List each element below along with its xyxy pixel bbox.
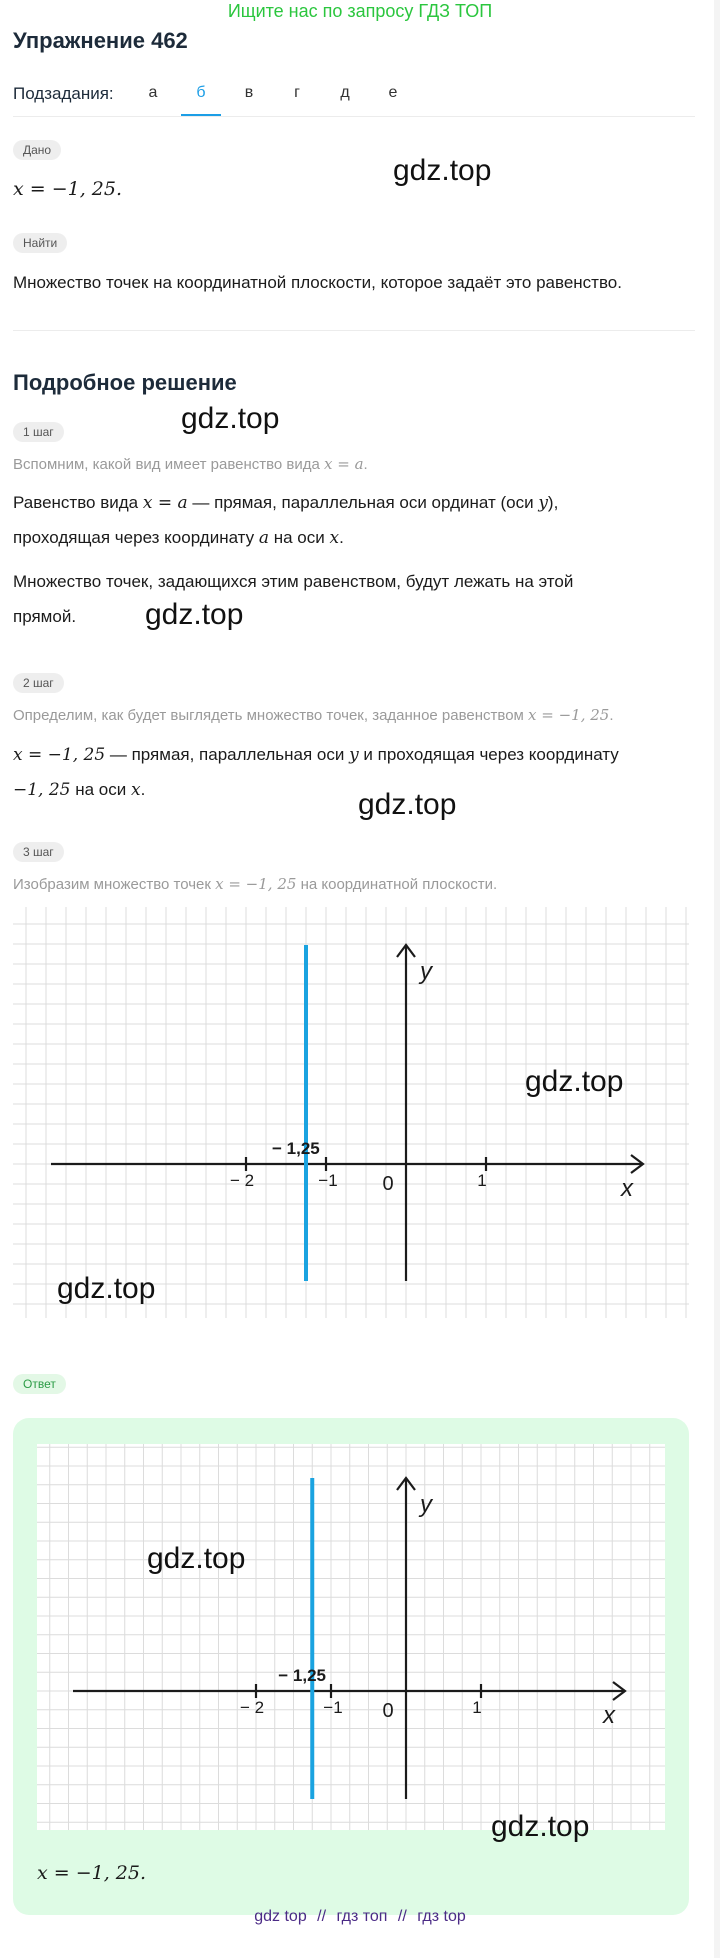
y-axis-label: y	[420, 958, 432, 985]
answer-graph	[37, 1444, 665, 1830]
find-badge: Найти	[13, 233, 67, 253]
watermark: gdz.top	[147, 1542, 246, 1575]
step2-badge: 2 шаг	[13, 673, 64, 693]
step3-badge: 3 шаг	[13, 842, 64, 862]
given-formula: x = −1, 25.	[13, 178, 123, 200]
grid-lines	[37, 1444, 665, 1830]
solution-title: Подробное решение	[13, 370, 237, 395]
answer-formula: x = −1, 25.	[37, 1862, 147, 1884]
tab-subtask-v[interactable]: в	[244, 84, 254, 101]
watermark: gdz.top	[491, 1810, 590, 1843]
step2-hint: Определим, как будет выглядеть множество точек, заданное равенством x = −1, 25.	[13, 706, 614, 724]
footer-separator: //	[317, 1908, 327, 1925]
watermark: gdz.top	[393, 154, 492, 187]
answer-badge: Ответ	[13, 1374, 66, 1394]
tab-subtask-d[interactable]: д	[340, 84, 350, 101]
step1-badge: 1 шаг	[13, 422, 64, 442]
y-axis-label: y	[420, 1491, 432, 1518]
watermark: gdz.top	[181, 402, 280, 435]
footer-links	[0, 1908, 720, 1926]
x-axis-label: x	[603, 1702, 615, 1729]
step2-line2: −1, 25 на оси x.	[13, 780, 146, 800]
tick-label: 1	[472, 1698, 482, 1717]
origin-label: 0	[382, 1173, 394, 1195]
given-badge: Дано	[13, 140, 61, 160]
tab-subtask-e[interactable]: е	[388, 84, 398, 101]
watermark: gdz.top	[57, 1272, 156, 1305]
footer-separator: //	[397, 1908, 407, 1925]
step1-line2: проходящая через координату a на оси x.	[13, 528, 344, 548]
tab-subtask-a[interactable]: а	[148, 84, 158, 101]
answer-card	[13, 1418, 689, 1915]
tab-subtask-b[interactable]: б	[181, 84, 221, 116]
watermark: gdz.top	[525, 1065, 624, 1098]
line-value-label: − 1,25	[278, 1666, 326, 1685]
tick-label: − 2	[239, 1698, 265, 1717]
footer-link-gdz-top-mixed[interactable]: гдз top	[417, 1908, 466, 1925]
step1-line3: Множество точек, задающихся этим равенством, будут лежать на этой	[13, 572, 574, 591]
step1-line4: прямой.	[13, 607, 77, 626]
grid-lines	[13, 907, 689, 1318]
x-axis-label: x	[621, 1175, 633, 1202]
coordinate-plane-graph	[13, 907, 689, 1318]
watermark: gdz.top	[145, 598, 244, 631]
tick-label: 1	[477, 1171, 487, 1190]
tab-subtask-g[interactable]: г	[294, 84, 300, 101]
coordinate-plane-svg	[13, 907, 689, 1318]
subtasks-label: Подзадания:	[13, 84, 114, 103]
top-banner: Ищите нас по запросу ГДЗ ТОП	[227, 1, 493, 21]
tick-label: − 2	[229, 1171, 255, 1190]
footer-link-gdz-top-ru[interactable]: гдз топ	[336, 1908, 388, 1925]
answer-coordinate-plane-svg	[37, 1444, 665, 1830]
step1-line1: Равенство вида x = a — прямая, параллельная оси ординат (оси y),	[13, 493, 559, 513]
scrollbar[interactable]	[714, 0, 720, 1958]
find-text: Множество точек на координатной плоскости, которое задаёт это равенство.	[13, 273, 622, 292]
tick-label: −1	[318, 1171, 338, 1190]
subtasks-tabs	[13, 78, 695, 117]
step1-hint: Вспомним, какой вид имеет равенство вида x = a.	[13, 455, 368, 473]
step2-line1: x = −1, 25 — прямая, параллельная оси y и проходящая через координату	[13, 745, 619, 765]
step3-hint: Изобразим множество точек x = −1, 25 на координатной плоскости.	[13, 875, 498, 893]
divider	[13, 330, 695, 331]
footer-link-gdz-top[interactable]: gdz top	[254, 1908, 307, 1925]
watermark: gdz.top	[358, 788, 457, 821]
origin-label: 0	[382, 1700, 394, 1722]
tick-label: −1	[323, 1698, 343, 1717]
line-value-label: − 1,25	[272, 1139, 320, 1158]
exercise-title: Упражнение 462	[13, 28, 188, 53]
